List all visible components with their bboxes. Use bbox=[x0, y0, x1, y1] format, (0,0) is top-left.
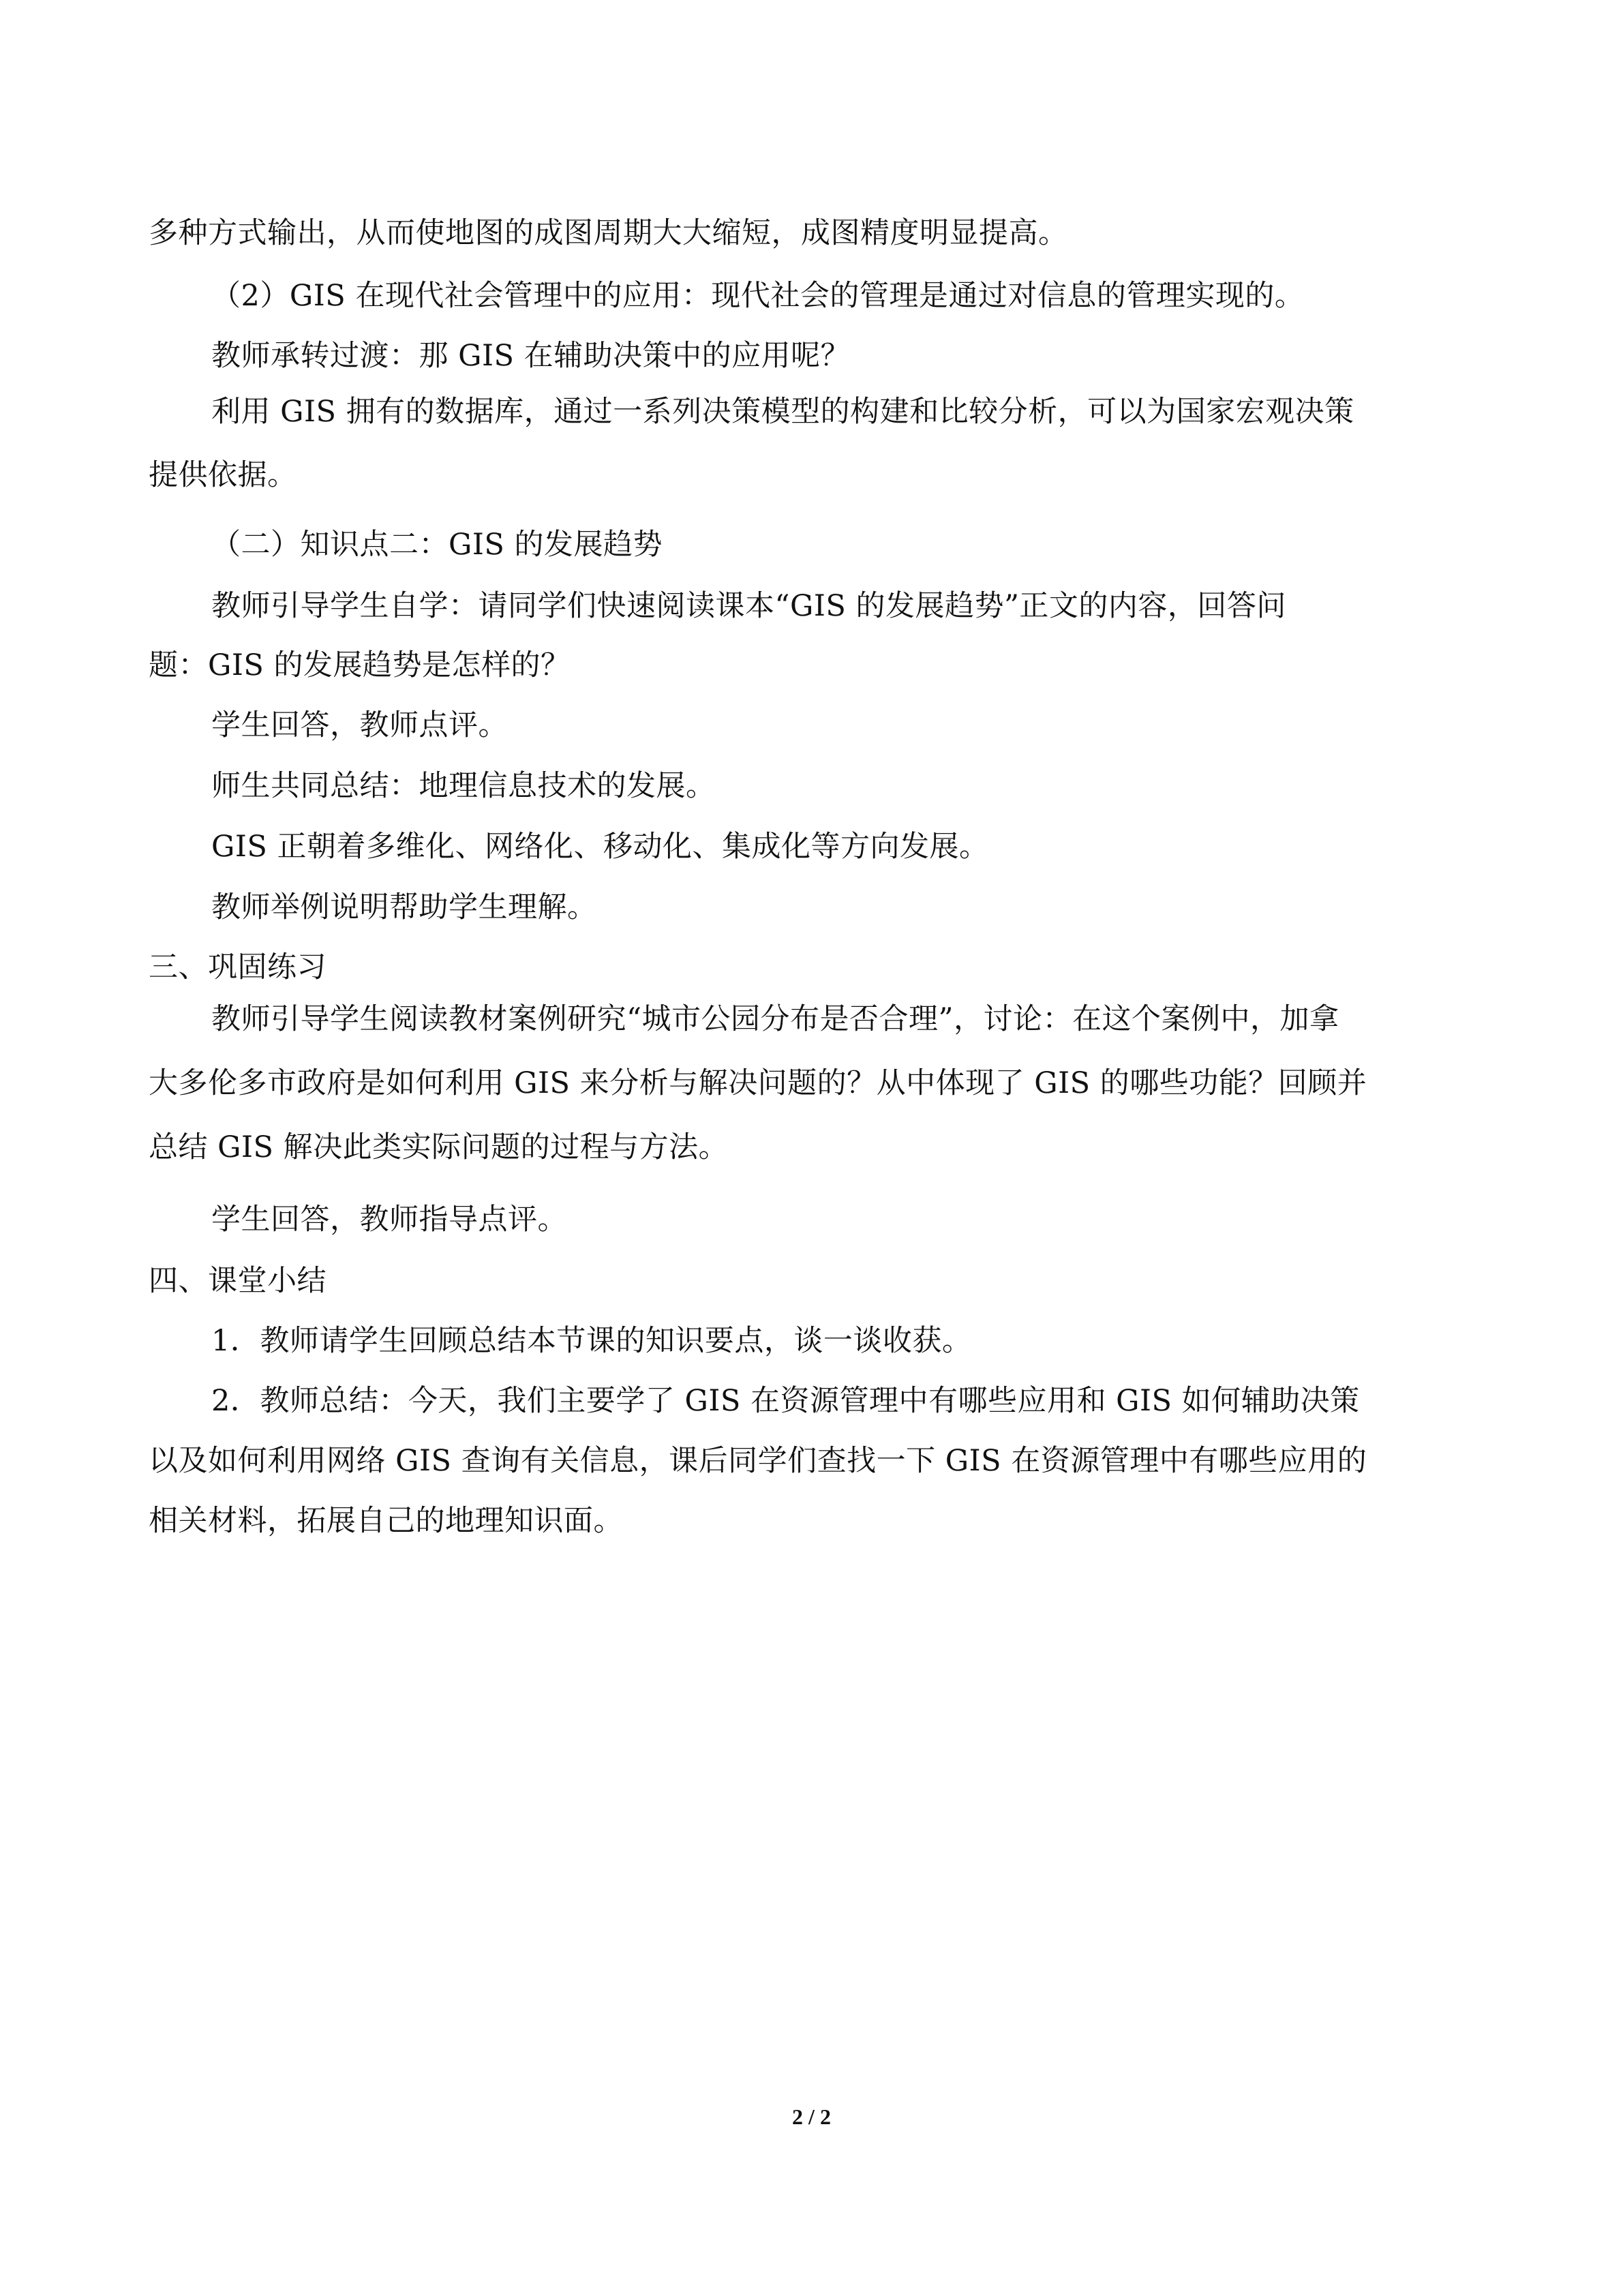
body-line: 学生回答，教师点评。 bbox=[211, 708, 508, 742]
section-heading: 四、课堂小结 bbox=[149, 1264, 327, 1298]
body-line: GIS 正朝着多维化、网络化、移动化、集成化等方向发展。 bbox=[211, 830, 989, 864]
body-line: （2）GIS 在现代社会管理中的应用：现代社会的管理是通过对信息的管理实现的。 bbox=[211, 279, 1305, 313]
body-line: 教师引导学生阅读教材案例研究“城市公园分布是否合理”，讨论：在这个案例中，加拿 bbox=[211, 1002, 1339, 1036]
body-line: 大多伦多市政府是如何利用 GIS 来分析与解决问题的？从中体现了 GIS 的哪些功能？回顾并 bbox=[149, 1066, 1367, 1100]
page-number: 2 / 2 bbox=[792, 2104, 831, 2129]
body-line: 多种方式输出，从而使地图的成图周期大大缩短，成图精度明显提高。 bbox=[149, 216, 1068, 250]
body-line: 教师引导学生自学：请同学们快速阅读课本“GIS 的发展趋势”正文的内容，回答问 bbox=[211, 589, 1286, 623]
body-line: 提供依据。 bbox=[149, 458, 297, 492]
body-line: 1．教师请学生回顾总结本节课的知识要点，谈一谈收获。 bbox=[211, 1324, 972, 1358]
body-line: 师生共同总结：地理信息技术的发展。 bbox=[211, 769, 716, 803]
section-heading: 三、巩固练习 bbox=[149, 950, 327, 984]
body-line: 相关材料，拓展自己的地理知识面。 bbox=[149, 1504, 623, 1538]
body-line: 2．教师总结：今天，我们主要学了 GIS 在资源管理中有哪些应用和 GIS 如何辅助决策 bbox=[211, 1384, 1360, 1418]
body-line: 学生回答，教师指导点评。 bbox=[211, 1203, 567, 1237]
body-line: 总结 GIS 解决此类实际问题的过程与方法。 bbox=[149, 1130, 729, 1164]
body-line: 教师举例说明帮助学生理解。 bbox=[211, 890, 597, 924]
body-line: 教师承转过渡：那 GIS 在辅助决策中的应用呢？ bbox=[211, 339, 851, 373]
section-heading: （二）知识点二：GIS 的发展趋势 bbox=[211, 528, 663, 562]
body-line: 利用 GIS 拥有的数据库，通过一系列决策模型的构建和比较分析，可以为国家宏观决策 bbox=[211, 395, 1354, 429]
body-line: 题：GIS 的发展趋势是怎样的？ bbox=[149, 648, 571, 682]
body-line: 以及如何利用网络 GIS 查询有关信息，课后同学们查找一下 GIS 在资源管理中有哪些应用的 bbox=[149, 1444, 1367, 1478]
